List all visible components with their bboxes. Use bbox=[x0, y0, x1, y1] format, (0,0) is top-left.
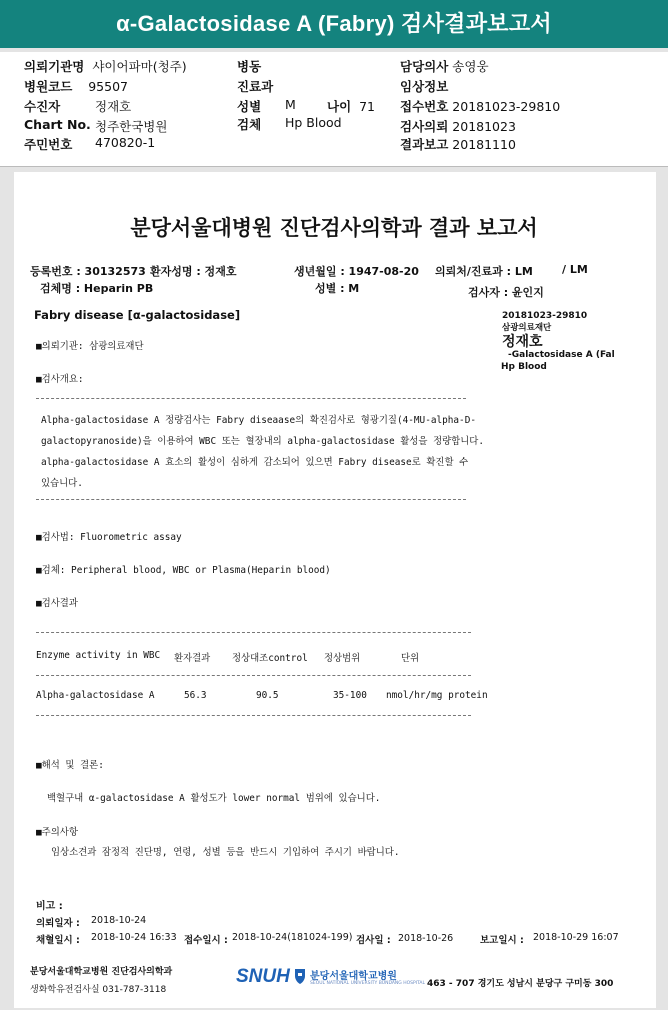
request-field: 검사의뢰 20181023 bbox=[400, 119, 516, 134]
table-cell-control: 90.5 bbox=[256, 690, 279, 701]
overview-line: galactopyranoside)을 이용하여 WBC 또는 혈장내의 alpha-galactosidase 활성을 정량합니다. bbox=[41, 436, 484, 447]
sex-value: M bbox=[285, 97, 296, 112]
table-cell-enzyme: Alpha-galactosidase A bbox=[36, 690, 155, 701]
logo-snuh-text: SNUH bbox=[236, 966, 290, 987]
reg-no: 등록번호 : 30132573 bbox=[30, 265, 146, 278]
table-cell-unit: nmol/hr/mg protein bbox=[386, 690, 488, 701]
footer-lab: 생화학유전검사실 031-787-3118 bbox=[30, 985, 167, 995]
divider bbox=[36, 398, 466, 399]
interp-heading: ■해석 및 결론: bbox=[36, 760, 104, 771]
divider bbox=[36, 715, 471, 716]
hospital-code-field: 병원코드 95507 bbox=[24, 79, 128, 94]
referral: 의뢰처/진료과 : LM bbox=[435, 265, 533, 278]
exam-date: 2018-10-26 bbox=[398, 933, 454, 944]
report-time: 2018-10-29 16:07 bbox=[533, 932, 619, 943]
table-cell-range: 35-100 bbox=[333, 690, 367, 701]
stamp-test: -Galactosidase A (Fal bbox=[508, 350, 615, 360]
chart-value: 청주한국병원 bbox=[95, 119, 168, 134]
stamp-receipt: 20181023-29810 bbox=[502, 311, 588, 321]
institution-line: ■의뢰기관: 삼광의료재단 bbox=[36, 341, 144, 352]
id-field: 주민번호 bbox=[24, 137, 73, 152]
caution-heading: ■주의사항 bbox=[36, 827, 78, 838]
overview-line: alpha-galactosidase A 효소의 활성이 심하게 감소되어 있으면 Fabry disease로 확진할 수 bbox=[41, 457, 469, 468]
stamp-patient: 정재호 bbox=[502, 334, 543, 350]
report-title: α-Galactosidase A (Fabry) 검사결과보고서 bbox=[0, 0, 668, 48]
specimen-name: 검체명 : Heparin PB bbox=[40, 282, 154, 295]
receipt-time: 2018-10-24(181024-199) bbox=[232, 932, 353, 943]
table-header-result: 환자결과 bbox=[174, 653, 211, 664]
overview-line: Alpha-galactosidase A 정량검사는 Fabry diseaase의 확진검사로 형광기질(4-MU-alpha-D- bbox=[41, 415, 476, 426]
referral-dept: / LM bbox=[562, 263, 588, 276]
patient-info-panel bbox=[0, 52, 668, 167]
examiner: 검사자 : 윤인지 bbox=[468, 286, 544, 299]
age-field: 나이 71 bbox=[327, 99, 376, 114]
birth-date: 생년월일 : 1947-08-20 bbox=[294, 265, 419, 278]
ward-field: 병동 bbox=[237, 59, 262, 74]
remarks: 비고 : bbox=[36, 901, 63, 912]
patient-field: 수진자 bbox=[24, 99, 61, 114]
table-cell-result: 56.3 bbox=[184, 690, 207, 701]
results-heading: ■검사결과 bbox=[36, 598, 78, 609]
divider bbox=[36, 632, 471, 633]
receipt-label: 접수일시 : bbox=[184, 935, 228, 946]
request-date: 2018-10-24 bbox=[91, 915, 147, 926]
logo-emblem-icon bbox=[293, 968, 307, 985]
patient-name: 환자성명 : 정재호 bbox=[150, 265, 237, 278]
request-date-label: 의뢰일자 : bbox=[36, 918, 80, 929]
logo-hospital-name: 분당서울대학교병원 bbox=[310, 971, 397, 982]
hospital-report-title: 분당서울대병원 진단검사의학과 결과 보고서 bbox=[130, 216, 538, 240]
report-sex: 성별 : M bbox=[315, 282, 360, 295]
test-name: Fabry disease [α-galactosidase] bbox=[34, 308, 241, 322]
caution-text: 임상소견과 잠정적 진단명, 연령, 성별 등을 반드시 기입하여 주시기 바랍니다. bbox=[51, 847, 400, 858]
report-date-field: 결과보고 20181110 bbox=[400, 137, 516, 152]
patient-value: 정재호 bbox=[95, 99, 132, 114]
address: 463 - 707 경기도 성남시 분당구 구미동 300 bbox=[427, 979, 614, 989]
table-header-unit: 단위 bbox=[401, 653, 420, 664]
exam-label: 검사일 : bbox=[356, 935, 391, 946]
id-value: 470820-1 bbox=[95, 135, 156, 150]
doctor-field: 담당의사 송영웅 bbox=[400, 59, 489, 74]
overview-heading: ■검사개요: bbox=[36, 374, 84, 385]
divider bbox=[36, 675, 471, 676]
collect-label: 채혈일시 : bbox=[36, 935, 80, 946]
logo-subtitle: SEOUL NATIONAL UNIVERSITY BUNDANG HOSPITAL bbox=[310, 981, 426, 986]
stamp-specimen: Hp Blood bbox=[501, 362, 547, 372]
specimen-value: Hp Blood bbox=[285, 115, 342, 130]
table-header-range: 정상범위 bbox=[324, 653, 361, 664]
report-label: 보고일시 : bbox=[480, 935, 524, 946]
method-line: ■검사법: Fluorometric assay bbox=[36, 532, 182, 543]
table-header-control: 정상대조control bbox=[232, 653, 308, 664]
chart-field: Chart No. bbox=[24, 117, 91, 132]
overview-line: 있습니다. bbox=[41, 478, 83, 489]
specimen-line: ■검체: Peripheral blood, WBC or Plasma(Heparin blood) bbox=[36, 565, 331, 576]
specimen-field: 검체 bbox=[237, 117, 262, 132]
interp-text: 백혈구내 α-galactosidase A 활성도가 lower normal 범위에 있습니다. bbox=[47, 793, 381, 804]
collect-time: 2018-10-24 16:33 bbox=[91, 932, 177, 943]
scanned-report bbox=[14, 172, 656, 1008]
divider bbox=[36, 499, 466, 500]
table-header-enzyme: Enzyme activity in WBC bbox=[36, 650, 161, 661]
dept-field: 진료과 bbox=[237, 79, 274, 94]
footer-dept: 분당서울대학교병원 진단검사의학과 bbox=[30, 967, 173, 977]
clinical-field: 임상정보 bbox=[400, 79, 449, 94]
stamp-institution: 삼광의료재단 bbox=[502, 323, 552, 333]
receipt-field: 접수번호 20181023-29810 bbox=[400, 99, 561, 114]
institution-field: 의뢰기관명 샤이어파마(청주) bbox=[24, 59, 187, 74]
sex-field: 성별 bbox=[237, 99, 262, 114]
